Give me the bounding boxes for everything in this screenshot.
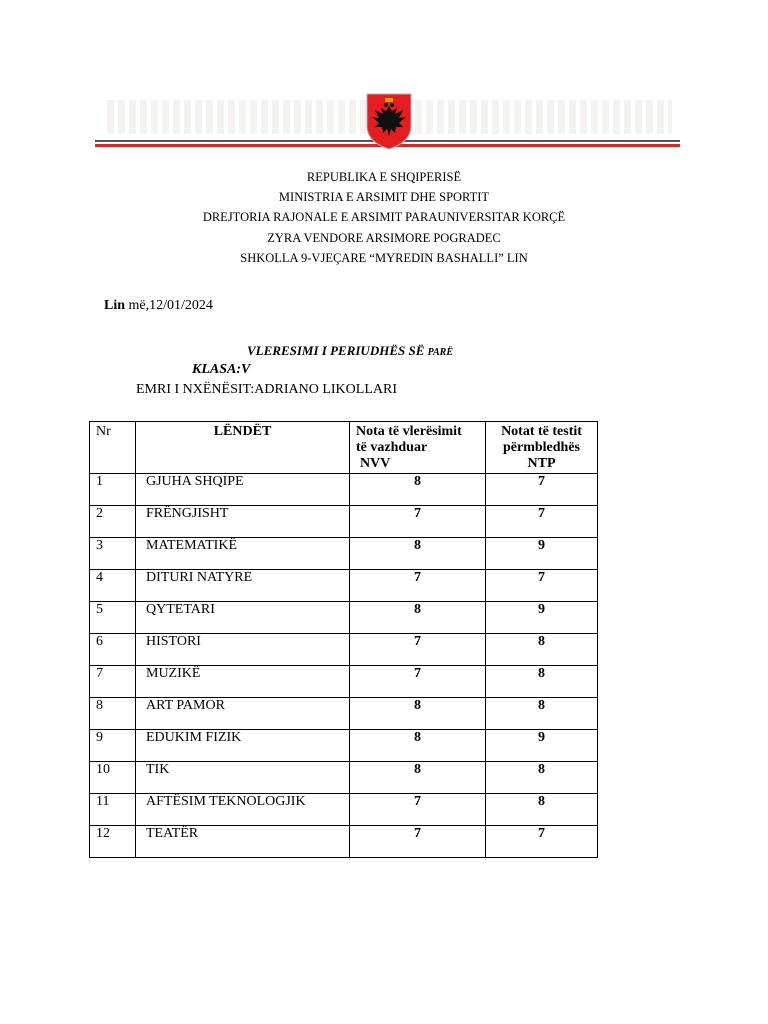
- cell-nvv: 7: [350, 666, 486, 698]
- albanian-coat-of-arms-icon: [365, 92, 413, 150]
- document-title: [247, 343, 453, 359]
- cell-nvv: 7: [350, 570, 486, 602]
- cell-ntp: 9: [486, 730, 598, 762]
- institution-line-3: DREJTORIA RAJONALE E ARSIMIT PARAUNIVERSITAR KORÇË: [202, 210, 566, 224]
- table-row: [90, 506, 598, 538]
- table-row: [90, 538, 598, 570]
- table-row: [90, 474, 598, 506]
- cell-nr: 3: [90, 538, 136, 570]
- cell-ntp: 7: [486, 474, 598, 506]
- cell-subject: [136, 474, 350, 506]
- title-small: PARË: [427, 347, 454, 358]
- cell-nr: 12: [90, 826, 136, 858]
- subject-name: QYTETARI: [146, 602, 215, 617]
- table-row: [90, 570, 598, 602]
- cell-ntp: 7: [486, 570, 598, 602]
- header-nvv: [350, 422, 486, 474]
- cell-nvv: 8: [350, 602, 486, 634]
- cell-nvv: 8: [350, 538, 486, 570]
- subject-name: FRËNGJISHT: [146, 506, 229, 521]
- table-row: [90, 666, 598, 698]
- cell-subject: [136, 538, 350, 570]
- cell-subject: [136, 506, 350, 538]
- title-main: VLERESIMI I PERIUDHËS SË: [247, 343, 428, 358]
- subject-name: GJUHA SHQIPE: [146, 474, 244, 489]
- cell-ntp: 7: [486, 826, 598, 858]
- table-body: [90, 474, 598, 858]
- cell-nr: 6: [90, 634, 136, 666]
- cell-nr: 8: [90, 698, 136, 730]
- letterhead: [95, 92, 680, 148]
- header-nvv-line-1: Nota të vlerësimit: [356, 424, 462, 439]
- cell-subject: [136, 826, 350, 858]
- header-ntp-line-3: NTP: [527, 456, 556, 471]
- table-row: [90, 762, 598, 794]
- cell-nvv: 7: [350, 826, 486, 858]
- cell-nr: 10: [90, 762, 136, 794]
- subject-name: EDUKIM FIZIK: [146, 730, 242, 745]
- cell-nr: 11: [90, 794, 136, 826]
- institution-line-5: SHKOLLA 9-VJEÇARE “MYREDIN BASHALLI” LIN: [240, 251, 528, 265]
- table-header-row: [90, 422, 598, 474]
- cell-ntp: 9: [486, 602, 598, 634]
- subject-name: MUZIKË: [146, 666, 201, 681]
- cell-subject: [136, 570, 350, 602]
- subject-name: TEATËR: [146, 826, 199, 841]
- subject-name: ART PAMOR: [146, 698, 225, 713]
- table-row: [90, 602, 598, 634]
- cell-ntp: 7: [486, 506, 598, 538]
- cell-subject: [136, 794, 350, 826]
- header-ntp-line-2: përmbledhës: [503, 440, 580, 455]
- cell-subject: [136, 730, 350, 762]
- header-nr: Nr: [90, 422, 136, 474]
- cell-nvv: 8: [350, 698, 486, 730]
- cell-nr: 7: [90, 666, 136, 698]
- cell-nvv: 8: [350, 730, 486, 762]
- document-date: [104, 298, 213, 314]
- cell-nvv: 8: [350, 762, 486, 794]
- cell-ntp: 8: [486, 762, 598, 794]
- cell-nr: 9: [90, 730, 136, 762]
- cell-nr: 4: [90, 570, 136, 602]
- table-row: [90, 698, 598, 730]
- cell-nvv: 7: [350, 794, 486, 826]
- table-row: [90, 730, 598, 762]
- cell-subject: [136, 634, 350, 666]
- cell-nvv: 8: [350, 474, 486, 506]
- institution-line-1: REPUBLIKA E SHQIPERISË: [306, 170, 462, 184]
- date-text: më,12/01/2024: [125, 298, 213, 313]
- class-label: KLASA:V: [192, 362, 251, 377]
- header-ntp: [486, 422, 598, 474]
- subject-name: DITURI NATYRE: [146, 570, 253, 585]
- cell-ntp: 9: [486, 538, 598, 570]
- cell-ntp: 8: [486, 634, 598, 666]
- cell-ntp: 8: [486, 794, 598, 826]
- subject-name: MATEMATIKË: [146, 538, 237, 553]
- cell-subject: [136, 602, 350, 634]
- table-row: [90, 634, 598, 666]
- cell-subject: [136, 698, 350, 730]
- table-row: [90, 794, 598, 826]
- cell-subject: [136, 762, 350, 794]
- cell-subject: [136, 666, 350, 698]
- cell-nvv: 7: [350, 506, 486, 538]
- subject-name: TIK: [146, 762, 170, 777]
- date-place: Lin: [104, 298, 126, 313]
- cell-nr: 2: [90, 506, 136, 538]
- header-ntp-line-1: Notat të testit: [501, 424, 582, 439]
- table-row: [90, 826, 598, 858]
- cell-nr: 5: [90, 602, 136, 634]
- header-subject: LËNDËT: [136, 422, 350, 474]
- cell-nvv: 7: [350, 634, 486, 666]
- header-nvv-line-3: NVV: [360, 456, 391, 471]
- institution-line-4: ZYRA VENDORE ARSIMORE POGRADEC: [267, 231, 501, 245]
- subject-name: HISTORI: [146, 634, 201, 649]
- institution-line-2: MINISTRIA E ARSIMIT DHE SPORTIT: [278, 190, 490, 204]
- cell-nr: 1: [90, 474, 136, 506]
- header-nvv-line-2: të vazhduar: [356, 440, 428, 455]
- student-name: EMRI I NXËNËSIT:ADRIANO LIKOLLARI: [136, 382, 397, 397]
- cell-ntp: 8: [486, 666, 598, 698]
- grades-table: [89, 421, 598, 858]
- subject-name: AFTËSIM TEKNOLOGJIK: [146, 794, 306, 809]
- cell-ntp: 8: [486, 698, 598, 730]
